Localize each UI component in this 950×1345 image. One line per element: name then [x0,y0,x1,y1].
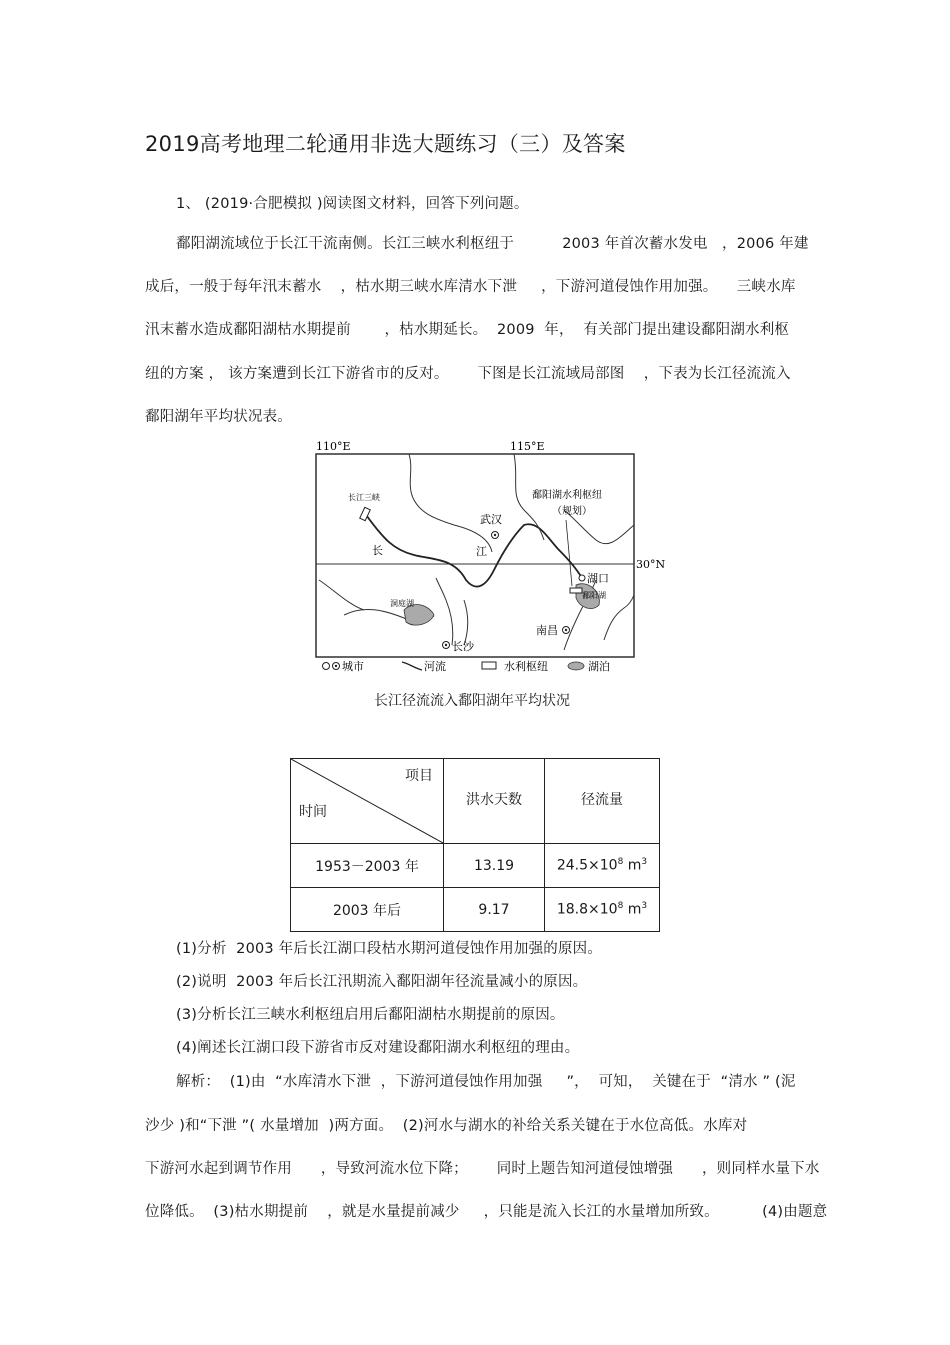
row-time: 1953－2003 年 [291,844,444,888]
legend-river-icon [402,662,422,670]
header-item: 项目 [405,768,433,784]
label-hukou: 湖口 [587,572,609,585]
lat-label-30: 30°N [636,558,666,571]
yangtze-basin-map [314,440,666,675]
header-runoff: 径流量 [545,759,660,844]
label-river-chang: 长 [372,544,383,557]
page-title: 2019高考地理二轮通用非选大题练习（三）及答案 [145,132,626,156]
material-line: 鄱阳湖流域位于长江干流南侧。长江三峡水利枢纽于 2003 年首次蓄水发电 ，2006 年建 [176,236,809,252]
question-intro: 1、 (2019·合肥模拟 )阅读图文材料，回答下列问题。 [176,196,529,212]
label-dongting: 洞庭湖 [390,599,414,608]
legend-city: 城市 [342,660,364,673]
legend-lake-icon [568,662,584,670]
legend-lake: 湖泊 [588,660,610,673]
material-line: 纽的方案 ， 该方案遭到长江下游省市的反对。 下图是长江流域局部图 ，下表为长江径流流入 [145,366,791,382]
label-poyang-project: 鄱阳湖水利枢纽 [532,490,602,501]
material-line: 成后，一般于每年汛末蓄水 ，枯水期三峡水库清水下泄 ，下游河道侵蚀作用加强。 三峡水库 [145,279,796,295]
label-nanchang: 南昌 [536,624,558,637]
legend-project: 水利枢纽 [504,660,548,673]
table-caption: 长江径流流入鄱阳湖年平均状况 [374,693,570,709]
runoff-table [290,758,660,932]
table-row [291,888,660,932]
legend-project-icon [482,662,496,669]
legend-river: 河流 [424,660,446,673]
diagonal-header-cell [291,759,444,844]
table-header-row [291,759,660,844]
label-wuhan: 武汉 [480,513,502,526]
answer-line: 位降低。 (3)枯水期提前 ，就是水量提前减少 ，只能是流入长江的水量增加所致。 (4)由题意 [145,1204,828,1220]
material-line: 鄱阳湖年平均状况表。 [145,409,292,425]
row-flow: $18.8\times 10^8$ $m^3$ [545,888,660,932]
header-time: 时间 [299,804,327,820]
label-river-jiang: 江 [476,545,487,558]
label-poyang-lake: 鄱阳湖 [582,591,606,600]
question-4: (4)阐述长江湖口段下游省市反对建设鄱阳湖水利枢纽的理由。 [176,1040,580,1056]
row-flow: $24.5\times 10^8$ $m^3$ [545,844,660,888]
table-row [291,844,660,888]
label-three-gorges: 长江三峡 [348,493,380,502]
header-flood-days: 洪水天数 [444,759,545,844]
question-2: (2)说明 2003 年后长江汛期流入鄱阳湖年径流量减小的原因。 [176,974,588,990]
lon-label-110: 110°E [316,440,351,453]
label-changsha: 长沙 [452,640,474,653]
lon-label-115: 115°E [510,440,545,453]
legend-city-icon [323,663,330,670]
material-line: 汛末蓄水造成鄱阳湖枯水期提前 ，枯水期延长。 2009 年， 有关部门提出建设鄱阳湖水利枢 [145,322,790,338]
answer-line: 解析： (1)由 “水库清水下泄 ，下游河道侵蚀作用加强 ”， 可知， 关键在于 “清水 ” (泥 [176,1074,796,1090]
row-days: 9.17 [444,888,545,932]
question-1: (1)分析 2003 年后长江湖口段枯水期河道侵蚀作用加强的原因。 [176,941,603,957]
label-planned: （规划） [552,506,592,517]
question-3: (3)分析长江三峡水利枢纽启用后鄱阳湖枯水期提前的原因。 [176,1007,565,1023]
row-time: 2003 年后 [291,888,444,932]
answer-line: 沙少 )和“下泄 ”( 水量增加 )两方面。 (2)河水与湖水的补给关系关键在于水位高低。水库对 [145,1118,748,1134]
row-days: 13.19 [444,844,545,888]
answer-line: 下游河水起到调节作用 ，导致河流水位下降； 同时上题告知河道侵蚀增强 ，则同样水量下水 [145,1161,820,1177]
